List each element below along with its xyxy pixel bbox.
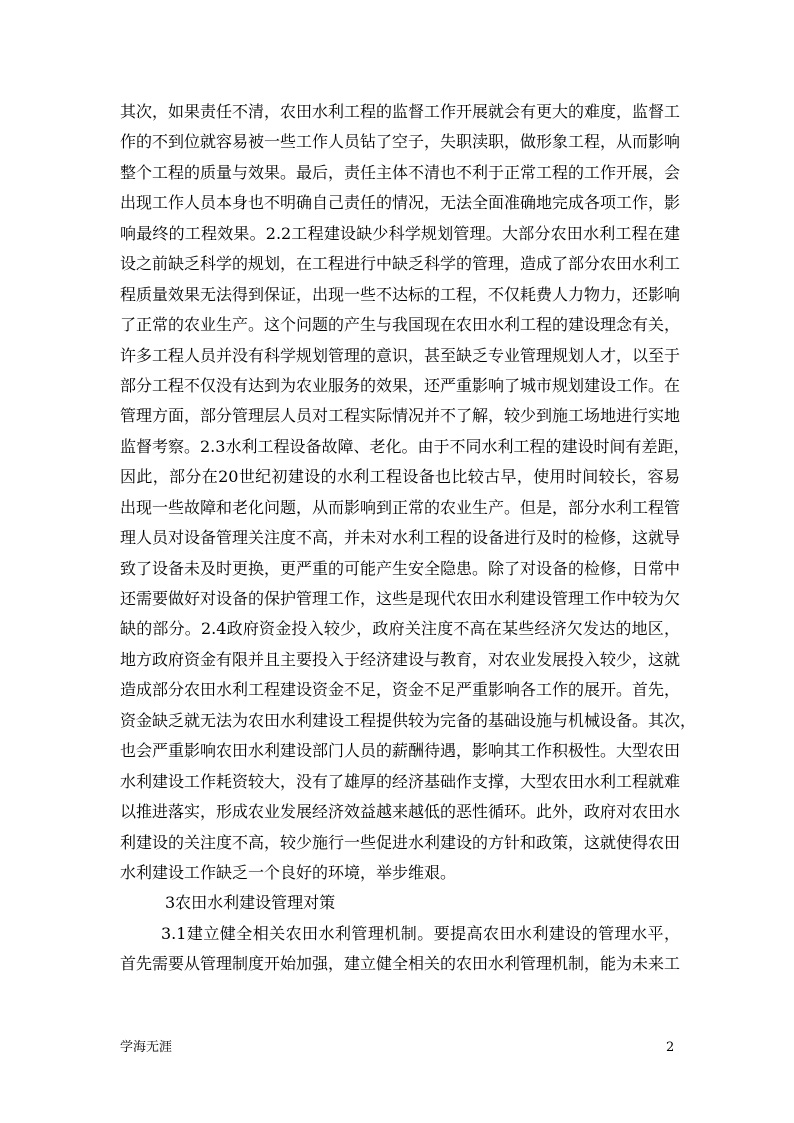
body-line: 其次，如果责任不清，农田水利工程的监督工作开展就会有更大的难度，监督工	[120, 102, 681, 121]
body-line: 造成部分农田水利工程建设资金不足，资金不足严重影响各工作的展开。首先，	[120, 680, 681, 700]
body-line: 出现一些故障和老化问题，从而影响到正常的农业生产。但是，部分水利工程管	[120, 497, 681, 517]
body-line: 响最终的工程效果。2.2工程建设缺少科学规划管理。大部分农田水利工程在建	[120, 223, 680, 243]
section-line: 3.1建立健全相关农田水利管理机制。要提高农田水利建设的管理水平，	[161, 923, 680, 943]
section-line: 首先需要从管理制度开始加强，建立健全相关的农田水利管理机制，能为未来工	[120, 954, 681, 974]
body-line: 地方政府资金有限并且主要投入于经济建设与教育，对农业发展投入较少，这就	[120, 649, 681, 669]
section-heading: 3农田水利建设管理对策	[165, 893, 336, 913]
body-line: 了正常的农业生产。这个问题的产生与我国现在农田水利工程的建设理念有关，	[120, 315, 681, 335]
body-line: 程质量效果无法得到保证，出现一些不达标的工程，不仅耗费人力物力，还影响	[120, 284, 681, 304]
body-line: 还需要做好对设备的保护管理工作，这些是现代农田水利建设管理工作中较为欠	[120, 589, 681, 608]
body-line: 许多工程人员并没有科学规划管理的意识，甚至缺乏专业管理规划人才，以至于	[120, 345, 681, 365]
footer-left-text: 学海无涯	[120, 1040, 173, 1055]
body-line: 资金缺乏就无法为农田水利建设工程提供较为完备的基础设施与机械设备。其次，	[120, 710, 697, 730]
body-line: 作的不到位就容易被一些工作人员钻了空子，失职渎职，做形象工程，从而影响	[120, 132, 681, 152]
body-line: 也会严重影响农田水利建设部门人员的薪酬待遇，影响其工作积极性。大型农田	[120, 741, 681, 761]
body-text	[120, 97, 697, 980]
body-line: 出现工作人员本身也不明确自己责任的情况，无法全面准确地完成各项工作，影	[120, 193, 681, 213]
body-line: 理人员对设备管理关注度不高，并未对水利工程的设备进行及时的检修，这就导	[120, 528, 681, 548]
body-line: 致了设备未及时更换，更严重的可能产生安全隐患。除了对设备的检修，日常中	[120, 558, 681, 578]
body-line: 缺的部分。2.4政府资金投入较少，政府关注度不高在某些经济欠发达的地区，	[120, 619, 680, 639]
body-line: 水利建设工作缺乏一个良好的环境，举步维艰。	[120, 862, 457, 882]
body-line: 整个工程的质量与效果。最后，责任主体不清也不利于正常工程的工作开展，会	[120, 162, 681, 182]
body-line: 水利建设工作耗资较大，没有了雄厚的经济基础作支撑，大型农田水利工程就难	[120, 771, 681, 791]
body-line: 监督考察。2.3水利工程设备故障、老化。由于不同水利工程的建设时间有差距，	[120, 436, 690, 456]
body-line: 以推进落实，形成农业发展经济效益越来越低的恶性循环。此外，政府对农田水	[120, 802, 681, 822]
body-line: 设之前缺乏科学的规划，在工程进行中缺乏科学的管理，造成了部分农田水利工	[120, 254, 681, 274]
body-line: 管理方面，部分管理层人员对工程实际情况并不了解，较少到施工场地进行实地	[120, 406, 681, 426]
body-line: 部分工程不仅没有达到为农业服务的效果，还严重影响了城市规划建设工作。在	[120, 375, 681, 395]
body-line: 因此，部分在20世纪初建设的水利工程设备也比较古早，使用时间较长，容易	[120, 467, 680, 487]
page-number: 2	[666, 1040, 675, 1055]
body-line: 利建设的关注度不高，较少施行一些促进水利建设的方针和政策，这就使得农田	[120, 832, 681, 852]
